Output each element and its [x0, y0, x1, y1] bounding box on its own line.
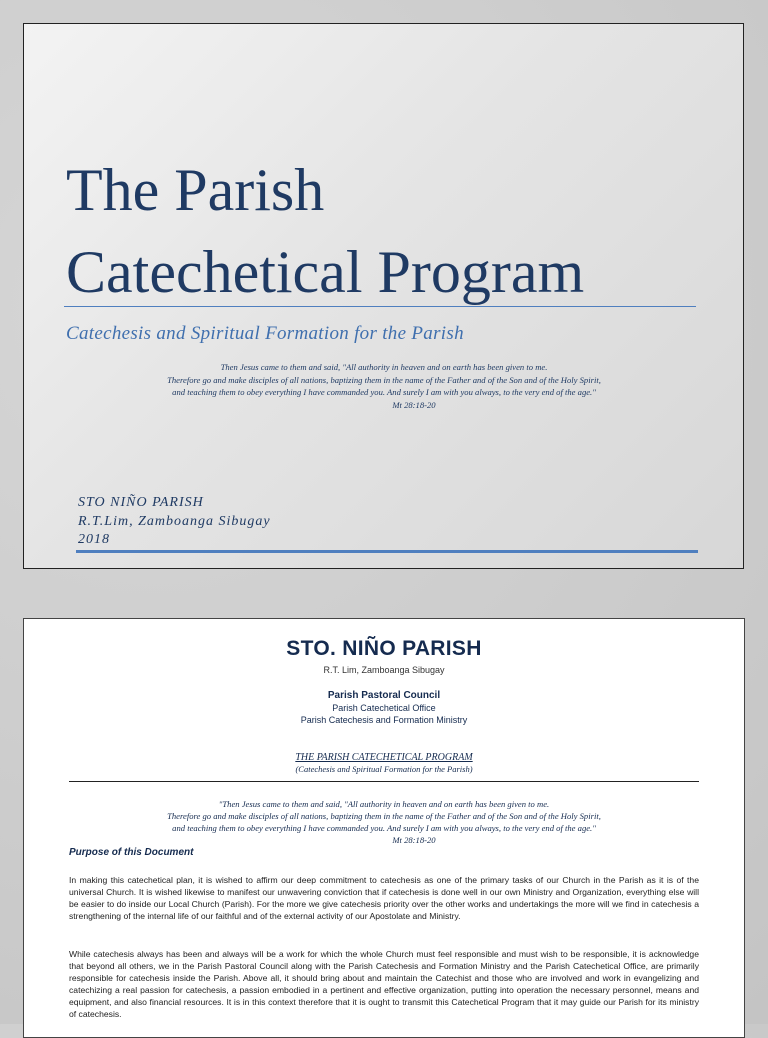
cover-page — [23, 23, 744, 569]
document-office: Parish Catechetical Office — [332, 703, 436, 713]
quote-line: Therefore go and make disciples of all nations, baptizing them in the name of the Father and of the Son and of the Holy Spirit, — [167, 811, 601, 821]
quote-line: Therefore go and make disciples of all nations, baptizing them in the name of the Father and of the Son and of the Holy Spirit, — [167, 374, 601, 385]
document-council: Parish Pastoral Council — [327, 690, 441, 701]
cover-title-line2: Catechetical Program — [66, 239, 585, 305]
cover-scripture-quote — [64, 361, 704, 411]
cover-subtitle: Catechesis and Spiritual Formation for the Parish — [66, 323, 464, 344]
program-heading — [24, 751, 744, 775]
document-scripture-quote — [64, 798, 704, 846]
cover-location: R.T.Lim, Zamboanga Sibugay — [78, 513, 271, 529]
cover-parish-name: STO NIÑO PARISH — [78, 495, 204, 510]
cover-title — [66, 149, 726, 313]
quote-line: Then Jesus came to them and said, "All authority in heaven and on earth has been given to me. — [220, 362, 548, 372]
quote-reference: Mt 28:18-20 — [392, 399, 436, 410]
paragraph: While catechesis always has been and always will be a work for which the whole Church must feel responsible and must wish to be responsible, it is acknowledge that beyond all others, we in the Parish Pastoral Council along with the Parish Catechesis and Formation Ministry and the Parish Catechetical Office, are primarily responsible for catechesis inside the Parish. Above all, it should bring about and maintain the Catechist and those who are involved and work in evangelizing and catechizing a real passion for catechesis, a passion embodied in a pertinent and effective organization, putting into operation the necessary personnel, means and equipment, and also financial resources. It is in this context therefore that it is ought to transmit this Catechetical Program that it may guide our Parish for its ministry of catechesis. — [69, 949, 699, 1019]
title-divider — [64, 306, 696, 307]
document-page — [23, 618, 745, 1038]
program-subtitle: (Catechesis and Spiritual Formation for the Parish) — [295, 764, 473, 774]
cover-title-line1: The Parish — [66, 157, 325, 223]
quote-line: and teaching them to obey everything I have commanded you. And surely I am with you always, to the very end of the age." — [172, 823, 596, 833]
document-header — [24, 635, 744, 726]
quote-line: and teaching them to obey everything I have commanded you. And surely I am with you always, to the very end of the age." — [172, 387, 596, 397]
document-ministry: Parish Catechesis and Formation Ministry — [300, 715, 468, 725]
document-parish-name: STO. NIÑO PARISH — [286, 637, 482, 660]
cover-parish-info — [78, 494, 271, 550]
quote-line: "Then Jesus came to them and said, "All authority in heaven and on earth has been given to me. — [218, 799, 550, 809]
document-divider — [69, 781, 699, 782]
program-title: THE PARISH CATECHETICAL PROGRAM — [295, 752, 473, 763]
cover-year: 2018 — [78, 532, 110, 547]
quote-reference: Mt 28:18-20 — [392, 835, 436, 845]
cover-bottom-divider — [76, 550, 698, 553]
purpose-heading: Purpose of this Document — [69, 847, 194, 858]
document-location: R.T. Lim, Zamboanga Sibugay — [323, 665, 445, 675]
paragraph: In making this catechetical plan, it is wished to affirm our deep commitment to catechesis as one of the primary tasks of our Church in the Parish as it is of the universal Church. It is wished likewise to manifest our unwavering conviction that if catechesis is done well in our own Ministry and Organization, everything else will be easier to do inside our Local Church (Parish). For the more we give catechesis priority over the other works and undertakings the more will we find in catechesis a strengthening of the internal life of our faithful and of the external activity of our Apostolate and Ministry. — [69, 875, 699, 921]
